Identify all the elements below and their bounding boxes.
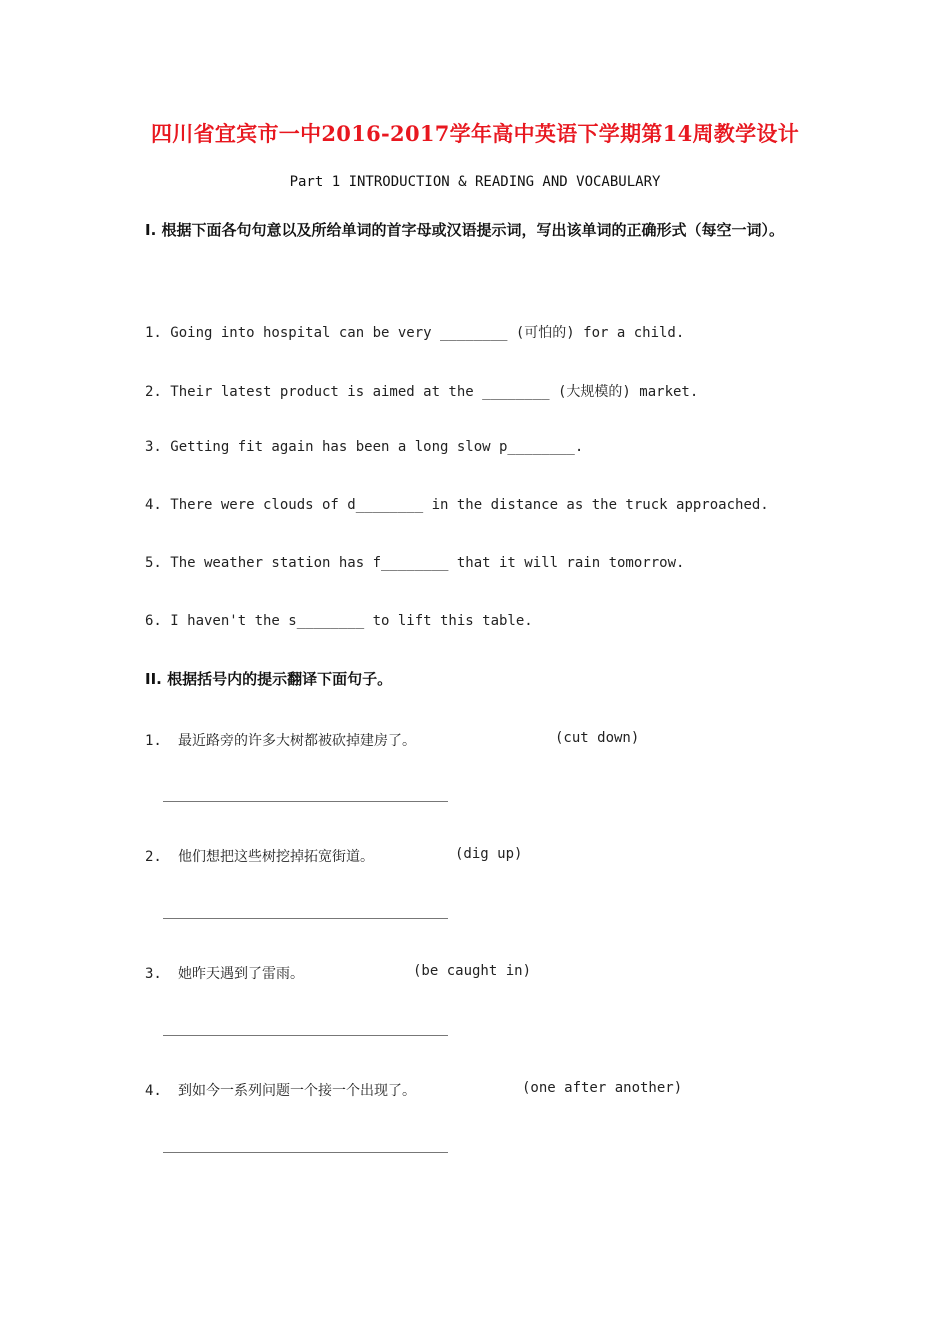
translation-item-2	[145, 846, 825, 866]
section-2-heading: II. 根据括号内的提示翻译下面句子。	[145, 670, 393, 688]
translation-item-3	[145, 963, 825, 983]
phrase-hint: (dig up)	[455, 846, 523, 862]
vocab-item-5: 5. The weather station has f________ that it will rain tomorrow.	[145, 555, 685, 571]
answer-line-4[interactable]	[163, 1152, 448, 1153]
vocab-item-3: 3. Getting fit again has been a long slow p________.	[145, 439, 584, 455]
part-subtitle: Part 1 INTRODUCTION & READING AND VOCABULARY	[289, 174, 661, 190]
chinese-sentence: 到如今一系列问题一个接一个出现了。	[178, 1083, 416, 1099]
item-number: 4.	[145, 1083, 162, 1099]
phrase-hint: (cut down)	[555, 730, 640, 746]
translation-item-4	[145, 1080, 825, 1100]
chinese-sentence: 她昨天遇到了雷雨。	[178, 966, 304, 982]
vocab-item-1: 1. Going into hospital can be very ________ (可怕的) for a child.	[145, 325, 685, 341]
vocab-item-6: 6. I haven't the s________ to lift this table.	[145, 613, 533, 629]
document-title: 四川省宜宾市一中2016-2017学年高中英语下学期第14周教学设计	[150, 121, 800, 146]
item-number: 3.	[145, 966, 162, 982]
item-number: 2.	[145, 849, 162, 865]
item-number: 1.	[145, 733, 162, 749]
vocab-item-4: 4. There were clouds of d________ in the distance as the truck approached.	[145, 497, 769, 513]
answer-line-3[interactable]	[163, 1035, 448, 1036]
section-1-heading: I. 根据下面各句句意以及所给单词的首字母或汉语提示词，写出该单词的正确形式（每空一词）。	[145, 221, 785, 239]
vocab-item-2: 2. Their latest product is aimed at the ________ (大规模的) market.	[145, 384, 699, 400]
answer-line-1[interactable]	[163, 801, 448, 802]
translation-item-1	[145, 730, 825, 750]
answer-line-2[interactable]	[163, 918, 448, 919]
chinese-sentence: 他们想把这些树挖掉拓宽街道。	[178, 849, 374, 865]
phrase-hint: (be caught in)	[413, 963, 532, 979]
phrase-hint: (one after another)	[522, 1080, 683, 1096]
chinese-sentence: 最近路旁的许多大树都被砍掉建房了。	[178, 733, 416, 749]
